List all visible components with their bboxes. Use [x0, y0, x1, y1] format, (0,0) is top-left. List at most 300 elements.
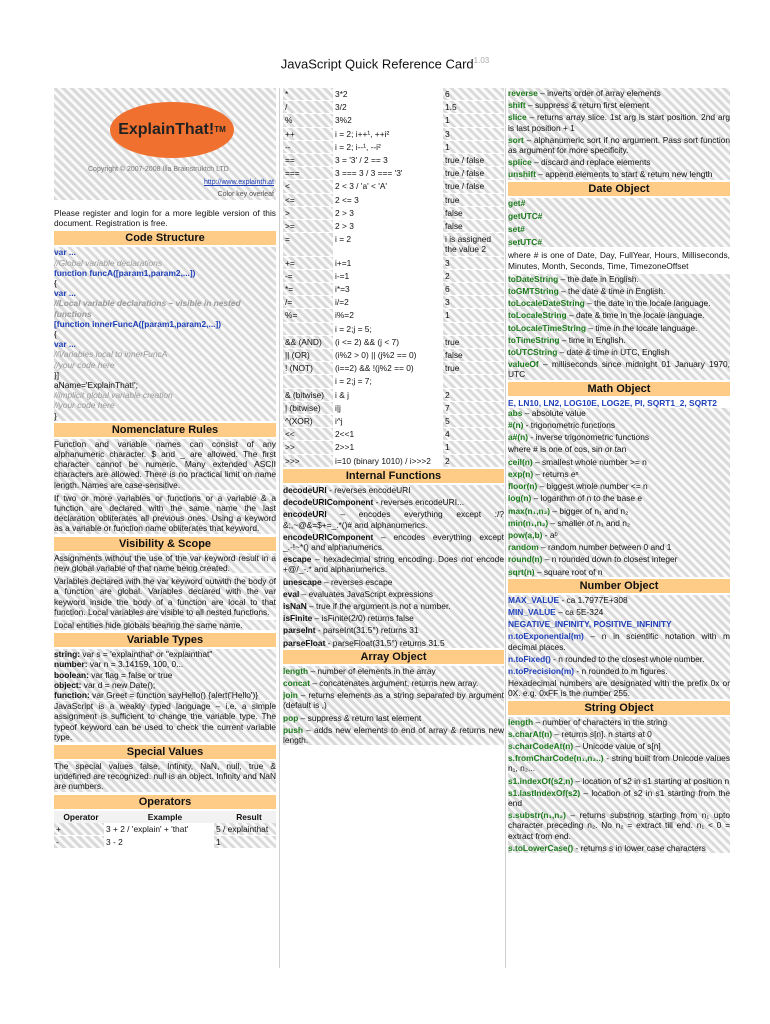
heading-array-object: Array Object	[283, 650, 504, 664]
heading-variable-types: Variable Types	[54, 633, 276, 647]
array-method	[283, 678, 504, 688]
internal-function-name: isFinite	[283, 613, 313, 624]
array-method	[508, 157, 730, 167]
variable-type-name: function:	[54, 689, 90, 700]
math-method-desc: - trigonometric functions	[523, 420, 616, 431]
operator-result: 2	[445, 270, 450, 281]
operator-example: i = 2	[333, 233, 443, 255]
col-example: Example	[147, 811, 183, 822]
col-operator: Operator	[63, 811, 99, 822]
operator-row	[283, 154, 504, 166]
variable-type-example: var d = new Date();	[83, 679, 156, 690]
math-method-name: max(n₁,n₂)	[508, 505, 551, 516]
operator-result: false	[445, 221, 463, 232]
number-member	[508, 654, 730, 664]
number-member-desc: - n rounded to m figures.	[574, 665, 668, 676]
internal-function-name: parseFloat	[283, 637, 326, 648]
operator-result: true	[445, 336, 460, 347]
copyright-text: Copyright © 2007-2008 Ilia Brainstruktch LTD	[88, 166, 229, 173]
heading-special-values: Special Values	[54, 745, 276, 759]
number-member	[508, 619, 730, 629]
number-member	[508, 666, 730, 676]
math-method-desc: – bigger of n₁ and n₂	[550, 505, 629, 516]
date-method-name: toGMTString	[508, 286, 559, 297]
date-method-desc: – the date & time in English.	[558, 286, 666, 297]
number-member	[508, 678, 730, 698]
internal-function	[283, 497, 504, 507]
register-note: Please register and login for a more legible version of this document. Registration is free.	[54, 208, 276, 229]
date-method	[508, 323, 730, 333]
code-line: }	[54, 410, 57, 421]
math-method	[508, 444, 730, 454]
heading-operators: Operators	[54, 795, 276, 809]
code-line: //implicit global variable creation	[54, 390, 173, 401]
array-method	[508, 88, 730, 98]
operator-symbol: & (bitwise)	[285, 389, 325, 400]
operator-symbol: *	[285, 89, 289, 99]
math-method-desc: – biggest whole number <= n	[537, 481, 648, 492]
string-method-desc: - returns s in lower case characters	[573, 842, 706, 853]
operator-row	[283, 283, 504, 295]
math-method-desc: – smallest whole number >= n	[532, 456, 647, 467]
array-method	[508, 112, 730, 132]
operator-example: i|j	[333, 402, 443, 414]
variable-type-example: var Greet = function sayHello() {alert('Hello')}	[92, 689, 259, 700]
operator-row	[283, 88, 504, 100]
operator-symbol: && (AND)	[285, 336, 322, 347]
string-method	[508, 788, 730, 808]
heading-nomenclature: Nomenclature Rules	[54, 423, 276, 437]
operator-row	[283, 233, 504, 255]
operator-row	[283, 336, 504, 348]
array-method-name: slice	[508, 112, 527, 123]
operator-symbol: >>	[285, 442, 295, 453]
string-method-name: length	[508, 716, 534, 727]
array-method-desc: – number of elements in the array	[308, 665, 436, 676]
operator-symbol: | (bitwise)	[285, 402, 321, 413]
array-method	[283, 713, 504, 723]
array-object-list	[283, 666, 504, 745]
operator-example: i = 2;j = 5;	[333, 323, 443, 335]
explainthat-logo: ExplainThat! TM	[110, 102, 234, 158]
operator-row	[283, 415, 504, 427]
number-member	[508, 631, 730, 651]
internal-function-name: unescape	[283, 576, 322, 587]
visibility-para-1: Assignments without the use of the var keyword result in a new global variable of that name being created.	[54, 552, 276, 573]
string-method-name: s1.indexOf(s2,n)	[508, 775, 574, 786]
date-method	[508, 359, 730, 379]
math-method-desc: – n rounded down to closest integer	[542, 554, 678, 565]
operator-symbol: -	[56, 836, 59, 847]
code-line: var ...	[54, 247, 76, 258]
variable-type-name: string:	[54, 649, 81, 660]
internal-function	[283, 532, 504, 552]
math-method-desc: – square root of n	[534, 566, 603, 577]
math-method	[508, 506, 730, 516]
code-line: var ...	[54, 288, 76, 299]
date-method-name: toUTCString	[508, 347, 558, 358]
operator-row	[283, 323, 504, 335]
operator-example: 2<<1	[333, 428, 443, 440]
operator-row	[283, 455, 504, 467]
array-method	[283, 725, 504, 745]
operator-result: true	[445, 363, 460, 374]
operator-example: i*=3	[333, 283, 443, 295]
string-method-desc: - string built from Unicode values n₁, n₂...	[508, 753, 730, 774]
math-method-name: #(n)	[508, 420, 524, 431]
operator-result: 6	[445, 89, 450, 99]
array-method	[508, 169, 730, 179]
math-method-name: sqrt(n)	[508, 566, 535, 577]
operator-symbol	[283, 375, 333, 387]
operator-symbol: <	[285, 181, 290, 192]
operator-row	[283, 362, 504, 374]
operator-result	[443, 323, 504, 335]
internal-function-desc: - reverses encodeURI	[326, 484, 411, 495]
date-method-desc: – date & time in the locale language.	[566, 310, 705, 321]
date-method-desc: – time in English.	[559, 334, 626, 345]
operator-row	[283, 389, 504, 401]
operator-row	[283, 141, 504, 153]
operator-example: i/=2	[333, 296, 443, 308]
operator-symbol: -=	[285, 270, 293, 281]
operator-symbol: +	[56, 823, 61, 834]
operator-symbol: >>>	[285, 455, 300, 466]
operator-row	[283, 207, 504, 219]
array-method-desc: – returns array slice. 1st arg is start position. 2nd arg is last position + 1	[508, 112, 730, 133]
string-method-desc: – location of s2 in s1 starting from the end	[508, 787, 730, 808]
operator-row	[283, 194, 504, 206]
operator-example: 2>>1	[333, 441, 443, 453]
special-values-text: The special values false, Infinity, NaN, null, true & undefined are recognized. null is an object. Infinity and NaN are numbers.	[54, 760, 276, 792]
internal-function-name: isNaN	[283, 600, 307, 611]
code-line: [function innerFuncA([param1,param2,...])	[54, 318, 222, 329]
code-line: //Local variable declarations – visible in nested functions	[54, 298, 241, 319]
array-method	[283, 690, 504, 710]
internal-function-desc: – encodes everything except _.-!~*() and alphanumerics.	[283, 531, 504, 552]
array-method-name: pop	[283, 712, 299, 723]
internal-function	[283, 613, 504, 623]
string-method-desc: – returns substring starting from n₁ upto character preceding n₂. No n₂ = extract till end. n₁ < 0 = extract from end.	[508, 810, 730, 841]
internal-function-desc: - parseInt(31.5°) returns 31	[315, 625, 419, 636]
math-method-desc: – returns eⁿ	[533, 468, 579, 479]
operator-example: i=10 (binary 1010) / i>>>2	[333, 455, 443, 467]
variable-type-row	[54, 680, 276, 690]
math-methods-list	[508, 408, 730, 577]
number-member-name: n.toExponential(m)	[508, 631, 584, 642]
operator-symbol	[283, 323, 333, 335]
string-method-desc: – number of characters in the string	[533, 716, 668, 727]
array-method-desc: – discard and replace elements	[531, 157, 651, 168]
operator-row	[283, 257, 504, 269]
internal-function	[283, 601, 504, 611]
math-method	[508, 481, 730, 491]
operator-symbol: *=	[285, 284, 294, 295]
heading-math-object: Math Object	[508, 382, 730, 396]
string-method-name: s.toLowerCase()	[508, 842, 574, 853]
array-method-name: join	[283, 690, 298, 701]
math-method-desc: – smaller of n₁ and n₂	[548, 517, 631, 528]
operator-result: 2	[445, 455, 450, 466]
operator-row	[283, 270, 504, 282]
date-method	[508, 286, 730, 296]
number-member-desc: Hexadecimal numbers are designated with the prefix 0x or 0X. e.g. 0xFF is the number 255.	[508, 678, 730, 699]
variable-type-name: number:	[54, 659, 88, 670]
nomenclature-para-2: If two or more variables or functions or a variable & a function are declared with the same name the last declaration obliterates all previous ones. Using a keyword as a variable or function name obliterates that keyword.	[54, 492, 276, 534]
array-method-name: sort	[508, 134, 524, 145]
logo-panel	[54, 88, 276, 200]
operator-symbol: <=	[285, 194, 295, 205]
variable-type-example: var s = 'explainthat' or "explainthat"	[82, 649, 213, 660]
variable-types-list	[54, 649, 276, 700]
operator-symbol: --	[285, 141, 291, 152]
col-result: Result	[236, 811, 262, 822]
internal-function	[283, 485, 504, 495]
math-method	[508, 554, 730, 564]
operator-example: (i <= 2) && (j < 7)	[333, 336, 443, 348]
date-method	[508, 310, 730, 320]
math-method-name: min(n₁,n₂)	[508, 517, 549, 528]
number-member-name: NEGATIVE_INFINITY, POSITIVE_INFINITY	[508, 619, 672, 630]
operator-example: 2 > 3	[333, 207, 443, 219]
operator-row	[283, 180, 504, 192]
operator-example: 3 === 3 / 3 === '3'	[333, 167, 443, 179]
number-member-name: MIN_VALUE	[508, 606, 556, 617]
internal-function-name: decodeURIComponent	[283, 497, 374, 508]
math-method	[508, 457, 730, 467]
visibility-para-2: Variables declared with the var keyword outwith the body of a function are global. Variables declared with the var keyword inside the body of a function are local to that function. Local variables are visible to all nested functions.	[54, 576, 276, 617]
string-method-name: s.charAt(n)	[508, 728, 553, 739]
heading-date-object: Date Object	[508, 182, 730, 196]
code-line: }]	[54, 369, 60, 380]
heading-visibility: Visibility & Scope	[54, 537, 276, 551]
date-getter: set#	[508, 224, 525, 235]
string-method-name: s1.lastIndexOf(s2)	[508, 787, 581, 798]
operator-result: 3	[445, 257, 450, 268]
number-member-name: n.toFixed()	[508, 653, 551, 664]
internal-function-desc: – reverses escape	[321, 576, 393, 587]
string-method-name: s.substr(n₁,n₂)	[508, 810, 566, 821]
number-member-name: MAX_VALUE	[508, 594, 560, 605]
operator-example: 3/2	[333, 101, 443, 113]
variable-type-example: var flag = false or true	[91, 669, 173, 680]
column-2	[283, 88, 504, 747]
array-object-list-continued	[508, 88, 730, 180]
date-methods-list	[508, 274, 730, 380]
date-method-desc: – date & time in UTC, English	[557, 347, 670, 358]
operator-example: 2 < 3 / 'a' < 'A'	[333, 180, 443, 192]
math-method-name: a#(n)	[508, 432, 529, 443]
math-method-name: ceil(n)	[508, 456, 533, 467]
variable-types-note: JavaScript is a weakly typed language – i.e. a simple assignment is sufficient to change the variable type. The typeof keyword can be used to check the current variable type.	[54, 701, 276, 742]
variable-type-name: object:	[54, 679, 82, 690]
array-method-desc: – suppress & return first element	[525, 100, 650, 111]
operator-result: 2	[445, 389, 450, 400]
operator-result: 1	[216, 836, 221, 847]
math-method-desc: - aᵇ	[542, 529, 558, 540]
operator-row	[283, 441, 504, 453]
math-constants: E, LN10, LN2, LOG10E, LOG2E, PI, SQRT1_2, SQRT2	[508, 397, 717, 408]
heading-code-structure: Code Structure	[54, 231, 276, 245]
operator-result: true / false	[445, 181, 485, 192]
array-method-desc: – append elements to start & return new length	[535, 169, 713, 180]
number-member-desc: – n in scientific notation with m decimal places.	[508, 631, 730, 652]
operator-row	[54, 836, 276, 848]
operator-example: i^j	[333, 415, 443, 427]
operator-result: 1.5	[445, 102, 457, 113]
date-method	[508, 298, 730, 308]
math-method-desc: - inverse trigonometric functions	[528, 432, 650, 443]
operator-symbol: /=	[285, 297, 293, 308]
internal-function-desc: – isFinite(2/0) returns false	[312, 613, 414, 624]
internal-function	[283, 509, 504, 529]
date-method-desc: – milliseconds since midnight 01 January 1970, UTC	[508, 359, 730, 380]
variable-type-row	[54, 670, 276, 680]
internal-function	[283, 589, 504, 599]
internal-function	[283, 625, 504, 635]
internal-function	[283, 577, 504, 587]
operator-symbol: <<	[285, 429, 295, 440]
operator-symbol: ! (NOT)	[285, 363, 313, 374]
operator-result: 1	[445, 442, 450, 453]
math-method-name: floor(n)	[508, 481, 538, 492]
operator-row	[283, 101, 504, 113]
operator-symbol: +=	[285, 257, 295, 268]
operator-example: 3 = '3' / 2 == 3	[333, 154, 443, 166]
math-method	[508, 408, 730, 418]
operator-symbol: ===	[285, 168, 300, 179]
operator-symbol: ==	[285, 155, 295, 166]
internal-function-desc: - reverses encodeURI...	[373, 497, 465, 508]
string-methods-list	[508, 717, 730, 853]
date-method-desc: – time in the locale language.	[586, 322, 698, 333]
heading-internal-functions: Internal Functions	[283, 469, 504, 483]
array-method-desc: – concatenates argument, returns new array.	[310, 677, 479, 688]
variable-type-row	[54, 690, 276, 700]
math-method-name: round(n)	[508, 554, 543, 565]
operator-row	[54, 823, 276, 835]
operator-symbol: /	[285, 102, 288, 113]
code-line: //Variables local to innerFuncA	[54, 349, 168, 360]
array-method	[283, 666, 504, 676]
operator-example: 3%2	[333, 114, 443, 126]
page-title: JavaScript Quick Reference Card$^{1.03}$	[280, 56, 490, 72]
internal-function-name: escape	[283, 554, 312, 565]
math-method-name: abs	[508, 407, 523, 418]
math-method-name: exp(n)	[508, 468, 534, 479]
operator-row	[283, 349, 504, 361]
date-method	[508, 335, 730, 345]
operator-row	[283, 428, 504, 440]
operator-symbol: >	[285, 207, 290, 218]
date-method-name: toLocaleDateString	[508, 298, 585, 309]
operator-row	[283, 402, 504, 414]
operator-result: 1	[445, 115, 450, 126]
operator-symbol: =	[285, 234, 290, 245]
date-getters-list	[508, 198, 730, 248]
operator-result: 5	[445, 416, 450, 427]
string-method	[508, 753, 730, 773]
operator-symbol: || (OR)	[285, 350, 310, 361]
date-method-name: toDateString	[508, 273, 559, 284]
operator-result: 3	[445, 128, 450, 139]
math-method	[508, 530, 730, 540]
math-method	[508, 432, 730, 442]
date-method-desc: – the date in English.	[558, 273, 639, 284]
internal-functions-list	[283, 485, 504, 648]
date-getter: setUTC#	[508, 237, 542, 248]
number-member-desc: - ca 1.7977E+308	[559, 594, 628, 605]
math-method	[508, 420, 730, 430]
operator-result: 3	[445, 297, 450, 308]
operator-result: true	[445, 194, 460, 205]
operator-result: true / false	[445, 168, 485, 179]
math-method-name: log(n)	[508, 493, 532, 504]
array-method-desc: – alphanumeric sort if no argument. Pass sort function as argument for more specificity.	[508, 134, 730, 156]
code-line: //your code here	[54, 359, 115, 370]
number-methods-list	[508, 595, 730, 699]
operator-example: 3*2	[333, 88, 443, 100]
operator-example: i+=1	[333, 257, 443, 269]
code-structure-block	[54, 247, 276, 420]
internal-function	[283, 554, 504, 574]
string-method	[508, 810, 730, 841]
math-method-name: random	[508, 542, 539, 553]
math-method-desc: where # is one of cos, sin or tan	[508, 444, 627, 455]
number-member	[508, 595, 730, 605]
operator-example: i = 2; i++¹, ++i²	[333, 128, 443, 140]
date-getter: get#	[508, 197, 526, 208]
operator-example: 2 <= 3	[333, 194, 443, 206]
operator-example: (i==2) && !(j%2 == 0)	[333, 362, 443, 374]
number-member-desc: – ca 5E-324	[555, 606, 604, 617]
number-member	[508, 607, 730, 617]
operator-result: 1	[445, 310, 450, 321]
code-line: //your code here	[54, 400, 115, 411]
internal-function-desc: – true if the argument is not a number.	[306, 600, 451, 611]
array-method-desc: – suppress & return last element	[298, 712, 422, 723]
array-method-name: concat	[283, 677, 310, 688]
column-3	[508, 88, 730, 855]
internal-function-name: parseInt	[283, 625, 316, 636]
operator-result: 5 / explainthat	[216, 823, 269, 834]
internal-function-name: encodeURIComponent	[283, 531, 374, 542]
color-key-note: Color key overleaf	[217, 191, 274, 198]
string-method	[508, 776, 730, 786]
math-method-name: pow(a,b)	[508, 529, 543, 540]
operator-example: 3 + 2 / 'explain' + 'that'	[104, 823, 214, 835]
number-member-desc: - n rounded to the closest whole number.	[550, 653, 705, 664]
operator-row	[283, 309, 504, 321]
date-getter: getUTC#	[508, 210, 543, 221]
website-link[interactable]: http://www.explainth.at	[203, 179, 274, 186]
operators-table-part1	[54, 823, 276, 848]
operator-example: i & j	[333, 389, 443, 401]
operators-header-row	[54, 811, 276, 823]
code-line: {	[54, 278, 57, 289]
math-method-desc: – random number between 0 and 1	[538, 542, 672, 553]
operator-example: i%=2	[333, 309, 443, 321]
string-method-desc: – returns s[n]. n starts at 0	[552, 728, 652, 739]
operator-example: (i%2 > 0) || (j%2 == 0)	[333, 349, 443, 361]
operator-example: i = 2; i--¹, --i²	[333, 141, 443, 153]
date-method-name: toLocaleString	[508, 310, 567, 321]
operator-row	[283, 375, 504, 387]
operator-row	[283, 220, 504, 232]
operator-result: false	[445, 350, 463, 361]
operator-symbol: ^(XOR)	[285, 416, 313, 427]
internal-function-name: eval	[283, 588, 300, 599]
